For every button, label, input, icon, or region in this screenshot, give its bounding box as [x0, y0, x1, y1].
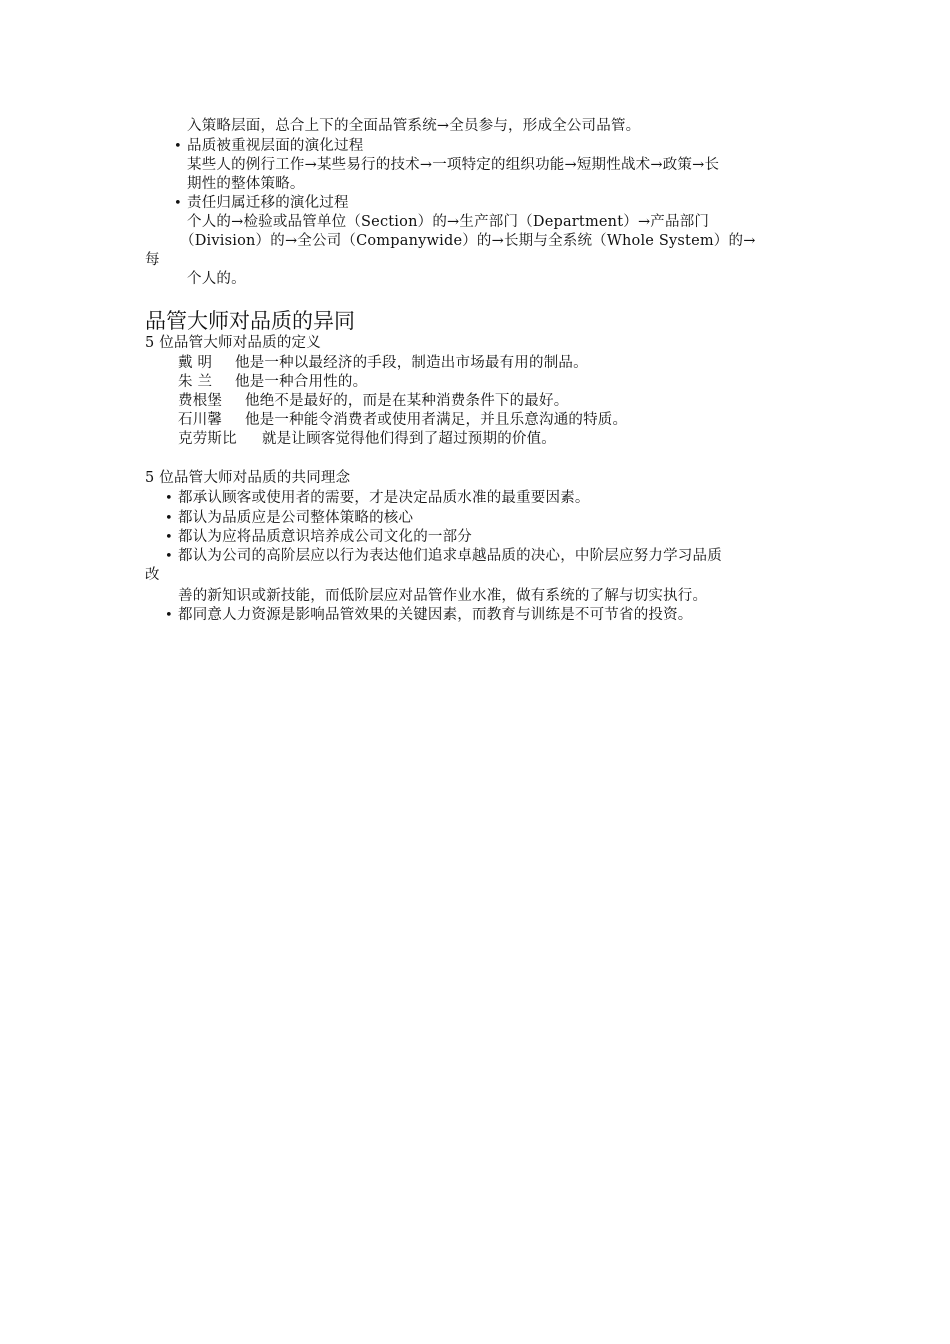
common-concept-item: 都承认顾客或使用者的需要，才是决定品质水准的最重要因素。: [178, 490, 590, 506]
section-heading: 品管大师对品质的异同: [145, 309, 355, 333]
common-concept-item: 都认为品质应是公司整体策略的核心: [178, 510, 414, 526]
master-definition: 他是一种能令消费者或使用者满足，并且乐意沟通的特质。: [245, 412, 628, 428]
bullet-dot-icon: •: [165, 549, 173, 564]
paragraph-line: 期性的整体策略。: [187, 176, 305, 192]
definition-title: 5 位品管大师对品质的定义: [145, 335, 321, 351]
common-concept-continuation: 善的新知识或新技能，而低阶层应对品管作业水准，做有系统的了解与切实执行。: [178, 588, 708, 604]
master-name: 克劳斯比: [178, 431, 237, 447]
master-definition: 就是让顾客觉得他们得到了超过预期的价值。: [262, 431, 556, 447]
common-concept-item: 都认为公司的高阶层应以行为表达他们追求卓越品质的决心，中阶层应努力学习品质: [178, 548, 722, 564]
master-definition: 他是一种合用性的。: [235, 374, 368, 390]
paragraph-line: （Division）的→全公司（Companywide）的→长期与全系统（Whole System）的→: [180, 233, 756, 249]
bullet-dot-icon: •: [165, 530, 173, 545]
master-name: 费根堡: [178, 393, 223, 409]
paragraph-line: 个人的。: [187, 271, 246, 287]
master-definition: 他是一种以最经济的手段，制造出市场最有用的制品。: [235, 355, 588, 371]
paragraph-line: 某些人的例行工作→某些易行的技术→一项特定的组织功能→短期性战术→政策→长: [187, 157, 720, 173]
common-concepts-title: 5 位品管大师对品质的共同理念: [145, 470, 351, 486]
bullet-dot-icon: •: [174, 196, 182, 211]
bullet-dot-icon: •: [165, 491, 173, 506]
paragraph-line: 每: [145, 252, 160, 268]
master-name: 朱 兰: [178, 374, 213, 390]
bullet-dot-icon: •: [174, 139, 182, 154]
paragraph-line: 个人的→检验或品管单位（Section）的→生产部门（Department）→产品部门: [187, 214, 710, 230]
master-name: 石川馨: [178, 412, 223, 428]
common-concept-item: 都同意人力资源是影响品管效果的关键因素，而教育与训练是不可节省的投资。: [178, 607, 693, 623]
bullet-dot-icon: •: [165, 608, 173, 623]
bullet-title-quality-emphasis: 品质被重视层面的演化过程: [187, 138, 364, 154]
bullet-dot-icon: •: [165, 511, 173, 526]
bullet-title-responsibility: 责任归属迁移的演化过程: [187, 195, 349, 211]
continuation-line: 入策略层面，总合上下的全面品管系统→全员参与，形成全公司品管。: [187, 118, 641, 134]
master-name: 戴 明: [178, 355, 213, 371]
common-concept-wrap: 改: [145, 567, 160, 583]
common-concept-item: 都认为应将品质意识培养成公司文化的一部分: [178, 529, 472, 545]
master-definition: 他绝不是最好的，而是在某种消费条件下的最好。: [245, 393, 569, 409]
